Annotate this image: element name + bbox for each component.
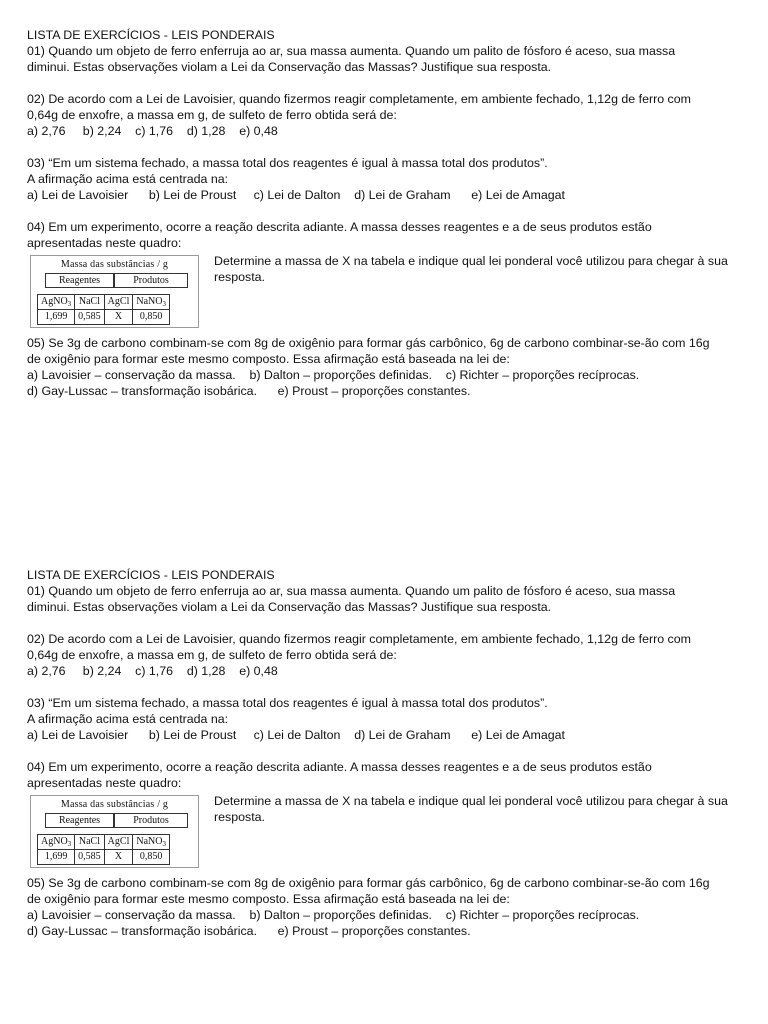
question-text-line: de oxigênio para formar este mesmo composto. Essa afirmação está baseada na lei de: — [27, 352, 510, 366]
option-e: e) 0,48 — [239, 124, 278, 138]
question-1 — [27, 43, 757, 75]
question-2 — [27, 91, 757, 139]
question-text-line: 02) De acordo com a Lei de Lavoisier, quando fizermos reagir completamente, em ambiente fechado, 1,12g de ferro com — [27, 92, 691, 106]
option-c: c) 1,76 — [135, 664, 174, 678]
option-e: e) Lei de Amagat — [471, 188, 565, 202]
option-a: a) Lei de Lavoisier — [27, 728, 129, 742]
question-text-line: 04) Em um experimento, ocorre a reação descrita adiante. A massa desses reagentes e a de seus produtos estão — [27, 760, 652, 774]
table-header-cell: NaNO$_3$ — [133, 295, 170, 310]
option-e: e) Lei de Amagat — [471, 728, 565, 742]
question-text-line: diminui. Estas observações violam a Lei da Conservação das Massas? Justifique sua resposta. — [27, 60, 552, 74]
table-cell: 1,699 — [38, 850, 75, 865]
table-title: Massa das substâncias / g — [60, 259, 169, 270]
question-text-line: 02) De acordo com a Lei de Lavoisier, quando fizermos reagir completamente, em ambiente fechado, 1,12g de ferro com — [27, 632, 691, 646]
table-cell: 0,850 — [133, 850, 170, 865]
worksheet-title: LISTA DE EXERCÍCIOS - LEIS PONDERAIS — [27, 568, 275, 582]
answer-options-line: d) Gay-Lussac – transformação isobárica. e) Proust – proporções constantes. — [27, 924, 471, 938]
question-text-line: 0,64g de enxofre, a massa em g, de sulfeto de ferro obtida será de: — [27, 108, 397, 122]
answer-options — [27, 663, 757, 679]
table-grid — [37, 294, 170, 325]
question-text-line: 01) Quando um objeto de ferro enferruja ao ar, sua massa aumenta. Quando um palito de fósforo é aceso, sua massa — [27, 584, 676, 598]
table-cell: 0,585 — [75, 310, 105, 325]
answer-options — [27, 123, 757, 139]
question-text-line: de oxigênio para formar este mesmo composto. Essa afirmação está baseada na lei de: — [27, 892, 510, 906]
table-cell: X — [104, 850, 133, 865]
option-a: a) 2,76 — [27, 664, 66, 678]
question-text-line: 01) Quando um objeto de ferro enferruja ao ar, sua massa aumenta. Quando um palito de fósforo é aceso, sua massa — [27, 44, 676, 58]
table-group-reagents: Reagentes — [45, 273, 114, 288]
question-text-line: 04) Em um experimento, ocorre a reação descrita adiante. A massa desses reagentes e a de seus produtos estão — [27, 220, 652, 234]
question-text-line: 05) Se 3g de carbono combinam-se com 8g de oxigênio para formar gás carbônico, 6g de carbono combinar-se-ão com 16g — [27, 336, 710, 350]
table-group-products: Produtos — [114, 273, 188, 288]
table-cell: 0,585 — [75, 850, 105, 865]
table-header-row — [38, 835, 170, 850]
question-5 — [27, 875, 757, 939]
option-c: c) Lei de Dalton — [253, 728, 341, 742]
question-text-line: 03) “Em um sistema fechado, a massa total dos reagentes é igual à massa total dos produtos”. — [27, 156, 548, 170]
table-cell: 1,699 — [38, 310, 75, 325]
answer-options-line: a) Lavoisier – conservação da massa. b) Dalton – proporções definidas. c) Richter – proporções recíprocas. — [27, 908, 640, 922]
option-d: d) 1,28 — [186, 124, 226, 138]
table-grid — [37, 834, 170, 865]
mass-table — [30, 255, 199, 328]
answer-options-line: a) Lavoisier – conservação da massa. b) Dalton – proporções definidas. c) Richter – proporções recíprocas. — [27, 368, 640, 382]
question-5 — [27, 335, 757, 399]
table-group-reagents: Reagentes — [45, 813, 114, 828]
table-header-cell: NaCl — [75, 835, 105, 850]
question-text-line: diminui. Estas observações violam a Lei da Conservação das Massas? Justifique sua resposta. — [27, 600, 552, 614]
worksheet-copy-2 — [27, 567, 757, 939]
option-d: d) Lei de Graham — [354, 188, 451, 202]
table-cell: 0,850 — [133, 310, 170, 325]
answer-options — [27, 187, 757, 203]
question-4-instruction: Determine a massa de X na tabela e indique qual lei ponderal você utilizou para chegar à sua resposta. — [214, 794, 728, 824]
option-c: c) Lei de Dalton — [253, 188, 341, 202]
mass-table — [30, 795, 199, 868]
question-text-line: A afirmação acima está centrada na: — [27, 712, 229, 726]
question-3 — [27, 695, 757, 743]
option-b: b) Lei de Proust — [148, 728, 237, 742]
question-2 — [27, 631, 757, 679]
worksheet-title: LISTA DE EXERCÍCIOS - LEIS PONDERAIS — [27, 28, 275, 42]
table-header-cell: NaCl — [75, 295, 105, 310]
option-a: a) Lei de Lavoisier — [27, 188, 129, 202]
question-4-instruction: Determine a massa de X na tabela e indique qual lei ponderal você utilizou para chegar à sua resposta. — [214, 254, 728, 284]
answer-options — [27, 727, 757, 743]
table-header-cell: AgNO$_3$ — [38, 295, 75, 310]
table-cell: X — [104, 310, 133, 325]
option-b: b) 2,24 — [82, 124, 122, 138]
table-header-cell: AgCl — [104, 835, 133, 850]
question-text-line: apresentadas neste quadro: — [27, 776, 182, 790]
option-b: b) Lei de Proust — [148, 188, 237, 202]
question-4 — [27, 759, 757, 875]
option-e: e) 0,48 — [239, 664, 278, 678]
option-d: d) Lei de Graham — [354, 728, 451, 742]
question-text-line: apresentadas neste quadro: — [27, 236, 182, 250]
table-row — [38, 310, 170, 325]
option-d: d) 1,28 — [186, 664, 226, 678]
question-1 — [27, 583, 757, 615]
table-header-cell: NaNO$_3$ — [133, 835, 170, 850]
question-text-line: A afirmação acima está centrada na: — [27, 172, 229, 186]
question-4 — [27, 219, 757, 335]
table-header-row — [38, 295, 170, 310]
option-b: b) 2,24 — [82, 664, 122, 678]
answer-options-line: d) Gay-Lussac – transformação isobárica. e) Proust – proporções constantes. — [27, 384, 471, 398]
question-3 — [27, 155, 757, 203]
table-title: Massa das substâncias / g — [60, 799, 169, 810]
option-a: a) 2,76 — [27, 124, 66, 138]
question-text-line: 05) Se 3g de carbono combinam-se com 8g de oxigênio para formar gás carbônico, 6g de carbono combinar-se-ão com 16g — [27, 876, 710, 890]
worksheet-copy-1 — [27, 27, 757, 399]
question-text-line: 03) “Em um sistema fechado, a massa total dos reagentes é igual à massa total dos produtos”. — [27, 696, 548, 710]
option-c: c) 1,76 — [135, 124, 174, 138]
table-header-cell: AgCl — [104, 295, 133, 310]
table-row — [38, 850, 170, 865]
table-group-products: Produtos — [114, 813, 188, 828]
question-text-line: 0,64g de enxofre, a massa em g, de sulfeto de ferro obtida será de: — [27, 648, 397, 662]
table-header-cell: AgNO$_3$ — [38, 835, 75, 850]
